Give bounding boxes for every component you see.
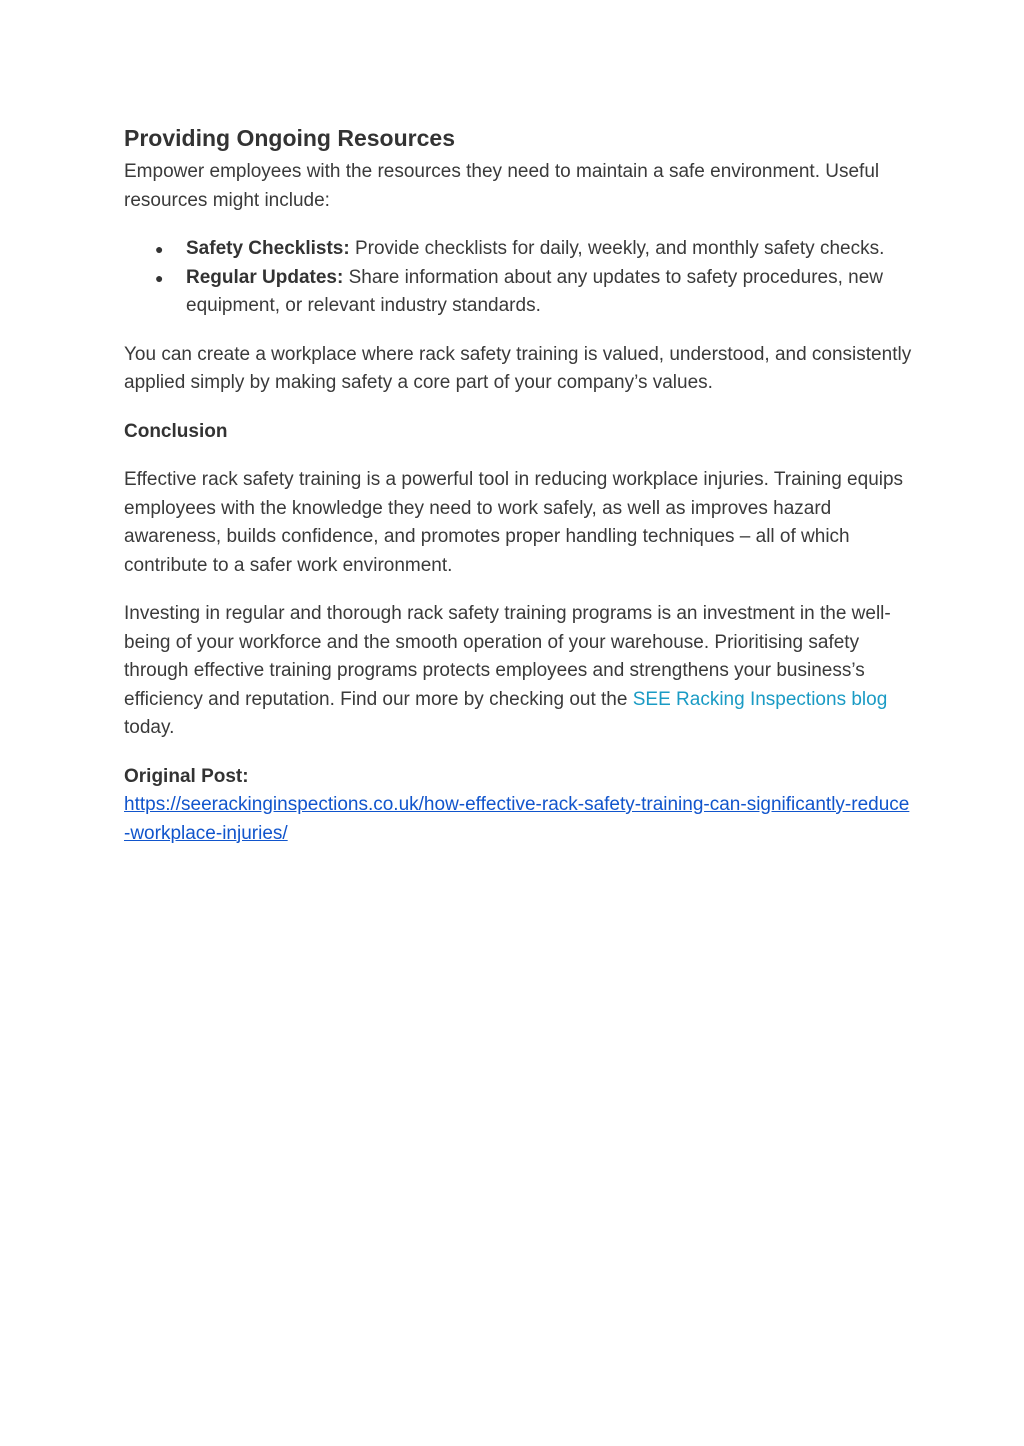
section-closing: You can create a workplace where rack safety training is valued, understood, and consistently applied simply by making safety a core part of your company’s values. bbox=[124, 343, 912, 393]
document-page bbox=[124, 120, 914, 848]
original-post bbox=[124, 763, 914, 849]
conclusion-paragraph-1: Effective rack safety training is a powerful tool in reducing workplace injuries. Training equips employees with the knowledge they need to work safely, as well as improves hazard awareness, builds confidence, and promotes proper handling techniques – all of which contribute to a safer work environment. bbox=[124, 469, 904, 576]
conclusion-heading: Conclusion bbox=[124, 420, 228, 442]
bullet-icon: ● bbox=[155, 269, 164, 286]
list-item bbox=[124, 264, 914, 321]
section-heading: Providing Ongoing Resources bbox=[124, 125, 455, 151]
list-item bbox=[124, 235, 914, 264]
original-post-label: Original Post: bbox=[124, 765, 249, 787]
blog-link[interactable]: SEE Racking Inspections blog bbox=[632, 688, 888, 710]
list-item-text: Provide checklists for daily, weekly, and monthly safety checks. bbox=[349, 238, 885, 259]
resources-list bbox=[124, 235, 914, 321]
conclusion-text-after-link: today. bbox=[124, 717, 175, 738]
conclusion-paragraph-2 bbox=[124, 600, 914, 743]
list-item-text: Share information about any updates to safety procedures, new equipment, or relevant industry standards. bbox=[186, 266, 884, 316]
bullet-icon: ● bbox=[155, 241, 164, 257]
list-item-label: Safety Checklists: bbox=[186, 238, 350, 259]
section-intro: Empower employees with the resources they need to maintain a safe environment. Useful resources might include: bbox=[124, 161, 880, 211]
original-post-url-link[interactable]: https://seerackinginspections.co.uk/how-effective-rack-safety-training-can-significantly-reduce-workplace-injuries/ bbox=[124, 794, 910, 844]
conclusion-text-before-link: Investing in regular and thorough rack safety training programs is an investment in the well-being of your workforce and the smooth operation of your warehouse. Prioritising safety through effective training programs protects employees and strengthens your business’s efficiency and reputation. Find our more by checking out the bbox=[124, 603, 891, 710]
list-item-label: Regular Updates: bbox=[186, 266, 344, 288]
